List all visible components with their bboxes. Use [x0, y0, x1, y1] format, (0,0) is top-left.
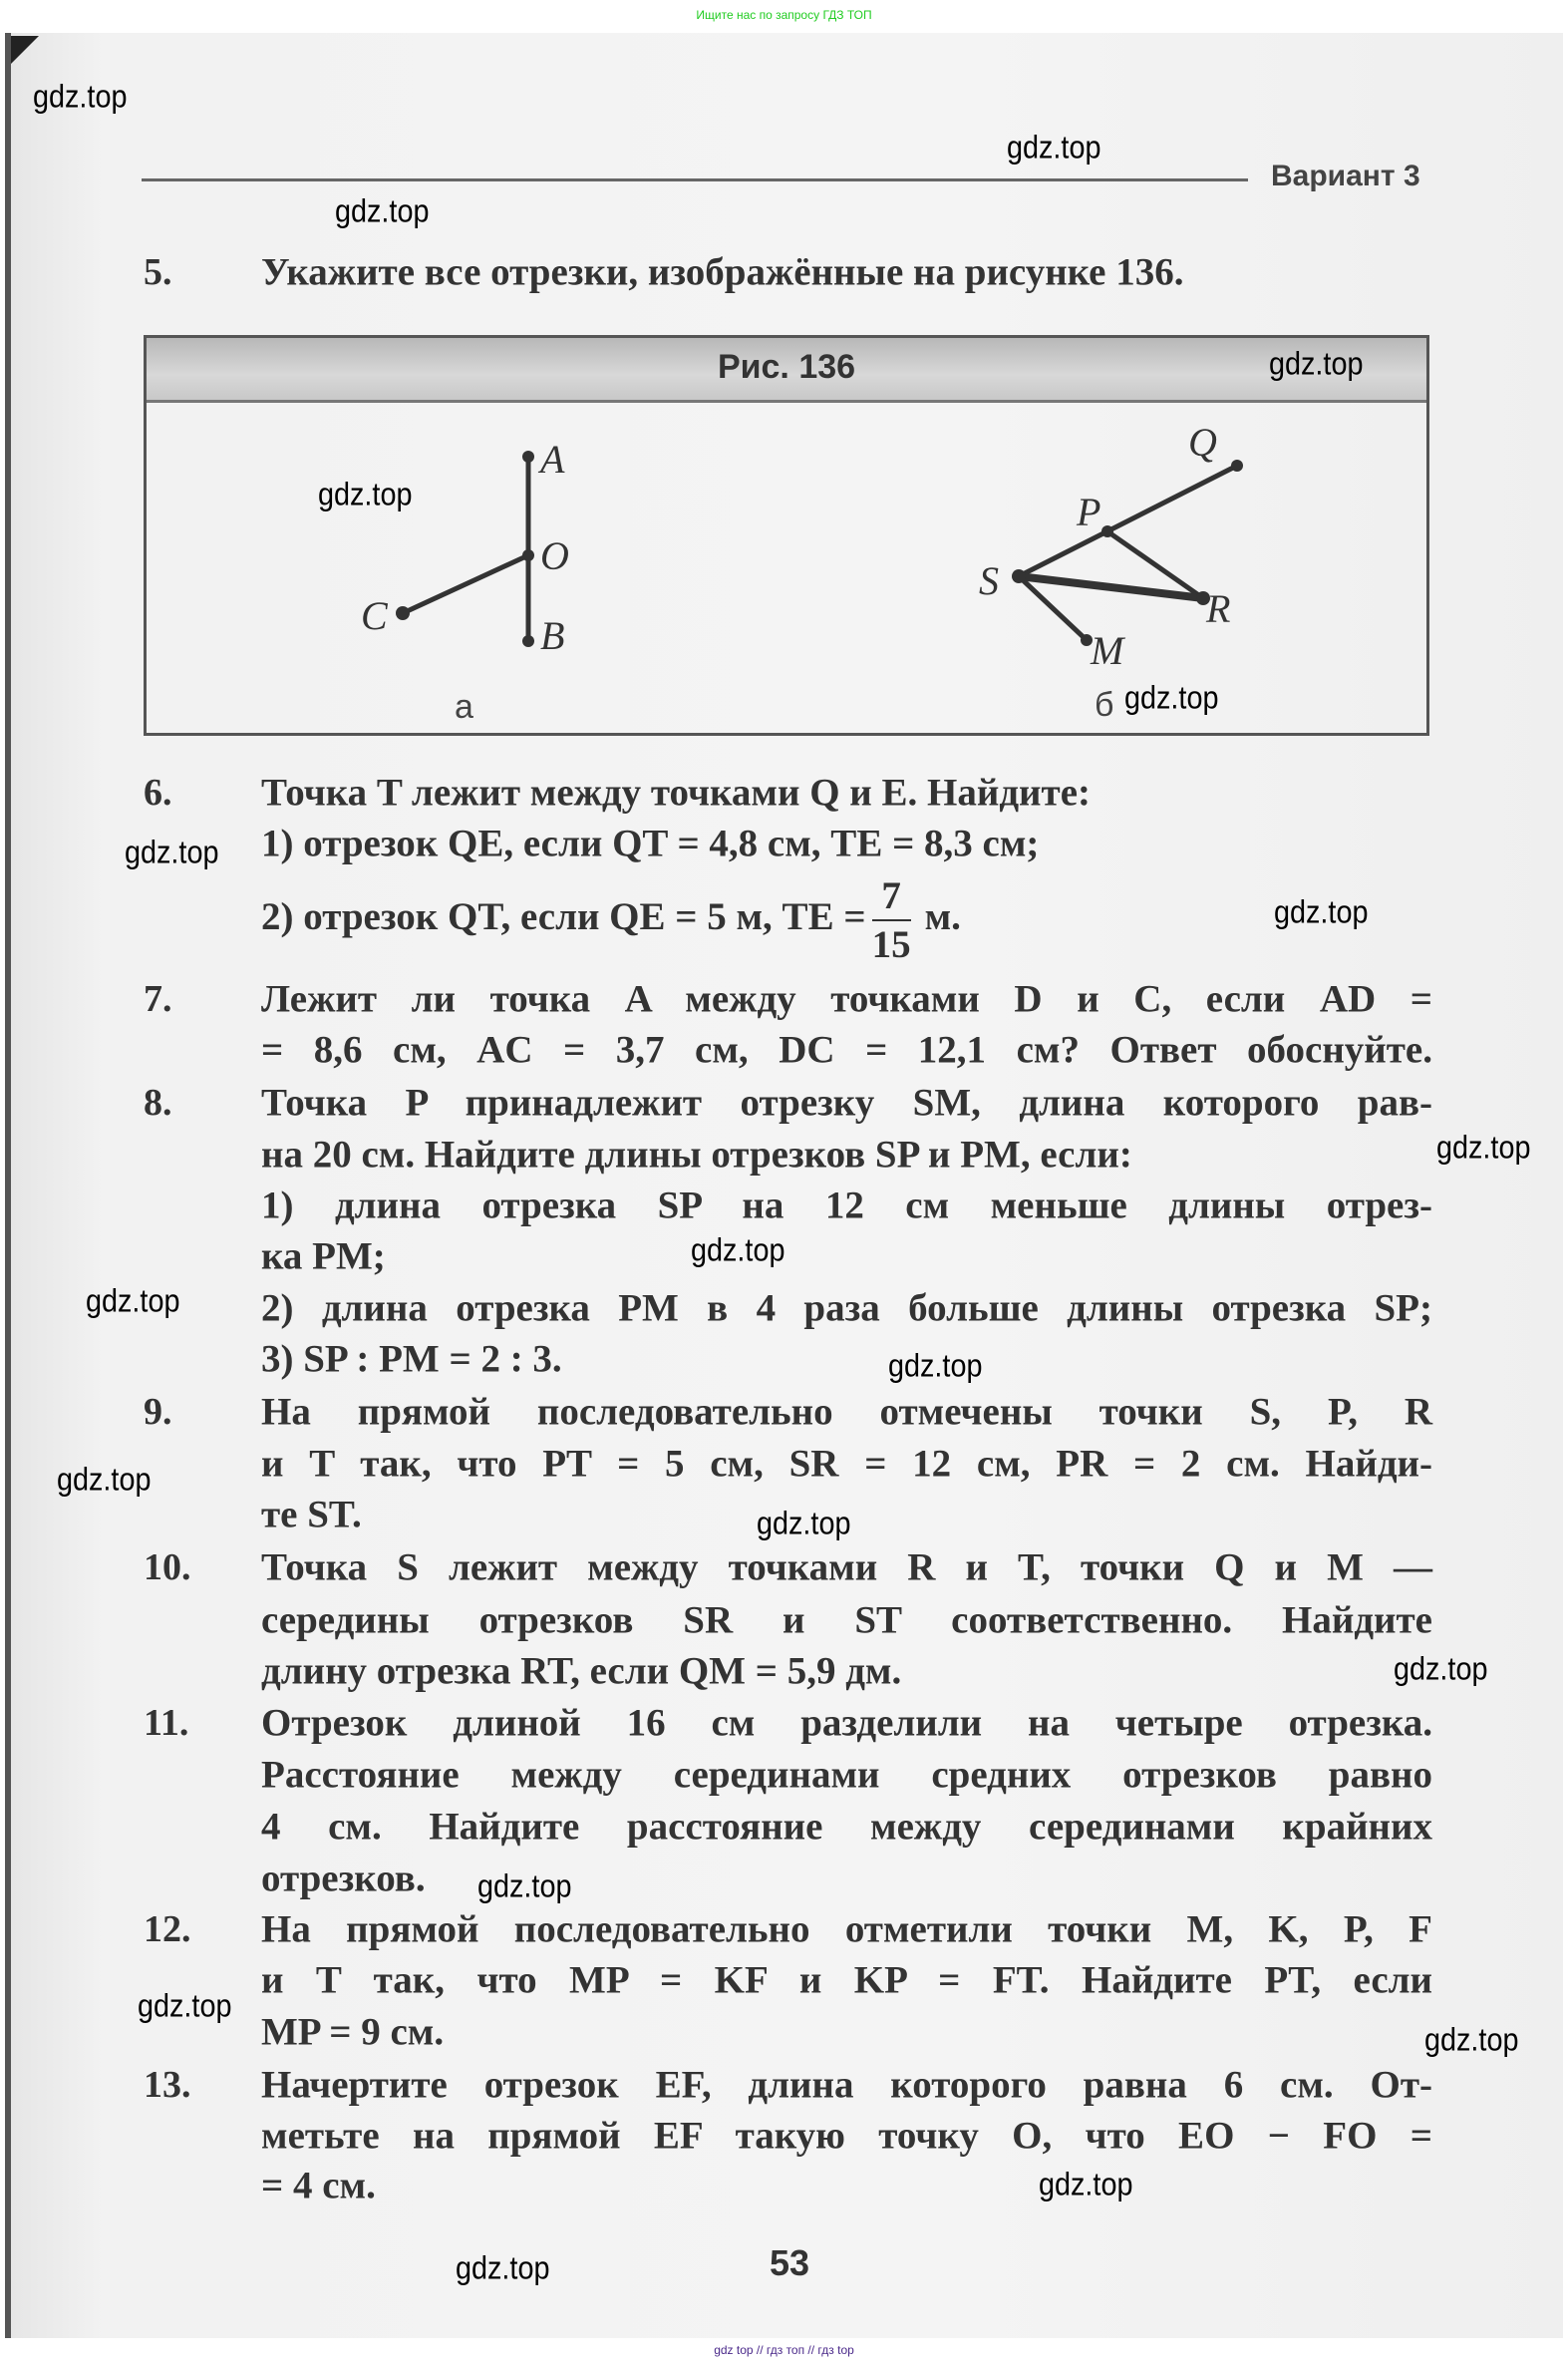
task-line: Отрезок длиной 16 см разделили на четыре отрезка.	[261, 1701, 1432, 1745]
footer-banner[interactable]: gdz top // гдз топ // гдз top	[714, 2343, 854, 2357]
watermark: gdz.top	[1039, 2166, 1133, 2202]
task-number: 7.	[144, 978, 172, 1021]
task-line: 4 см. Найдите расстояние между серединами крайних	[261, 1805, 1432, 1849]
label-C: C	[361, 593, 388, 638]
fraction-numerator: 7	[872, 876, 911, 921]
task-number: 6.	[144, 772, 172, 815]
watermark: gdz.top	[86, 1282, 180, 1319]
task-line: = 8,6 см, AC = 3,7 см, DC = 12,1 см? Ответ обоснуйте.	[261, 1028, 1432, 1072]
watermark: gdz.top	[1436, 1129, 1531, 1166]
task-line: Точка S лежит между точками R и T, точки Q и M —	[261, 1545, 1432, 1589]
top-banner[interactable]: Ищите нас по запросу ГДЗ ТОП	[696, 8, 872, 22]
task-line: Точка T лежит между точками Q и E. Найдите:	[261, 771, 1091, 815]
segment-QS	[1019, 466, 1237, 576]
task-line: середины отрезков SR и ST соответственно. Найдите	[261, 1598, 1432, 1642]
watermark: gdz.top	[456, 2249, 550, 2286]
task-line: На прямой последовательно отмечены точки S, P, R	[261, 1390, 1432, 1434]
task-line: и T так, что MP = KF и KP = FT. Найдите PT, если	[261, 1958, 1432, 2002]
watermark: gdz.top	[335, 192, 430, 229]
task-number: 9.	[144, 1391, 172, 1434]
watermark: gdz.top	[1394, 1650, 1488, 1687]
task-line: 1) длина отрезка SP на 12 см меньше длины отрез-	[261, 1184, 1432, 1227]
watermark: gdz.top	[1424, 2021, 1519, 2058]
task-number: 5.	[144, 251, 172, 294]
watermark: gdz.top	[33, 78, 128, 115]
task-number: 12.	[144, 1908, 191, 1951]
figure-label-a: а	[455, 688, 473, 726]
task-line: На прямой последовательно отметили точки M, K, P, F	[261, 1907, 1432, 1951]
task-line-text: м.	[924, 894, 961, 938]
task-line-with-fraction	[261, 876, 1432, 964]
point-A	[522, 451, 534, 463]
task-line: 1) отрезок QE, если QT = 4,8 см, TE = 8,3 см;	[261, 822, 1040, 865]
task-line: отрезков.	[261, 1857, 426, 1900]
task-line: Начертите отрезок EF, длина которого равна 6 см. От-	[261, 2063, 1432, 2107]
point-P	[1101, 525, 1113, 537]
task-line: на 20 см. Найдите длины отрезков SP и PM, если:	[261, 1133, 1132, 1177]
figure-title: Рис. 136	[717, 348, 856, 386]
watermark: gdz.top	[57, 1461, 152, 1498]
label-R: R	[1206, 586, 1231, 631]
task-number: 10.	[144, 1546, 191, 1589]
page-number: 53	[770, 2242, 810, 2283]
label-Q: Q	[1188, 420, 1217, 465]
watermark: gdz.top	[1274, 893, 1369, 930]
segment-CO	[403, 555, 528, 613]
point-O	[522, 549, 534, 561]
point-C	[396, 606, 410, 620]
task-line: Лежит ли точка A между точками D и C, если AD =	[261, 977, 1432, 1021]
variant-heading: Вариант 3	[1271, 160, 1420, 192]
watermark: gdz.top	[1269, 345, 1364, 382]
task-number: 8.	[144, 1082, 172, 1125]
task-line: и T так, что PT = 5 см, SR = 12 см, PR = 2 см. Найди-	[261, 1442, 1432, 1486]
task-line: метьте на прямой EF такую точку O, что EO − FO =	[261, 2114, 1432, 2158]
task-line: длину отрезка RT, если QM = 5,9 дм.	[261, 1649, 902, 1693]
task-number: 13.	[144, 2064, 191, 2107]
watermark: gdz.top	[138, 1987, 232, 2024]
task-line: Точка P принадлежит отрезку SM, длина которого рав-	[261, 1081, 1432, 1125]
task-line: 3) SP : PM = 2 : 3.	[261, 1337, 562, 1381]
watermark: gdz.top	[318, 476, 413, 512]
fraction-denominator: 15	[871, 923, 911, 966]
point-S	[1012, 569, 1026, 583]
point-B	[522, 635, 534, 647]
task-line: те ST.	[261, 1493, 362, 1536]
task-number: 11.	[144, 1702, 189, 1745]
watermark: gdz.top	[691, 1231, 785, 1268]
label-B: B	[540, 613, 565, 658]
watermark: gdz.top	[125, 834, 219, 870]
point-Q	[1231, 460, 1243, 472]
watermark: gdz.top	[477, 1867, 572, 1904]
watermark: gdz.top	[888, 1347, 983, 1384]
watermark: gdz.top	[1007, 129, 1101, 166]
watermark: gdz.top	[1124, 679, 1219, 716]
watermark: gdz.top	[757, 1505, 851, 1541]
task-line: Расстояние между серединами средних отрезков равно	[261, 1753, 1432, 1797]
label-M: M	[1091, 628, 1124, 673]
task-line: ка PM;	[261, 1234, 386, 1278]
task-line: = 4 см.	[261, 2164, 376, 2207]
figure-label-b: б	[1095, 686, 1114, 724]
task-line: 2) длина отрезка PM в 4 раза больше длины отрезка SP;	[261, 1286, 1432, 1330]
fraction	[872, 876, 911, 964]
label-S: S	[979, 558, 999, 603]
task-line-text: 2) отрезок QT, если QE = 5 м, TE =	[261, 894, 866, 938]
task-line: Укажите все отрезки, изображённые на рисунке 136.	[261, 250, 1184, 294]
label-P: P	[1077, 490, 1101, 534]
label-A: A	[540, 437, 565, 482]
label-O: O	[540, 533, 569, 578]
task-line: MP = 9 см.	[261, 2010, 445, 2054]
